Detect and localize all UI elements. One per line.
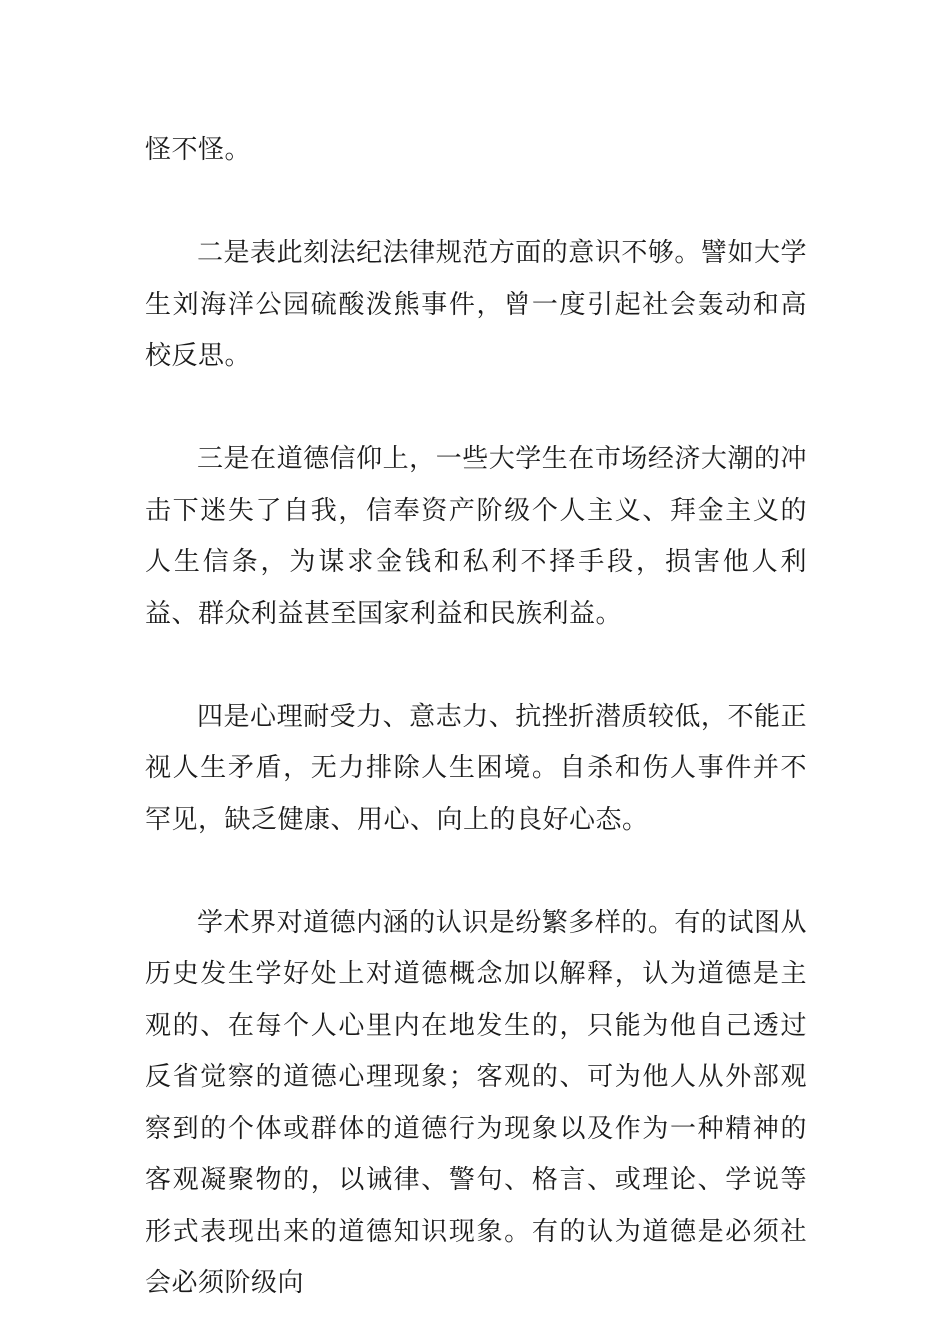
paragraph-continuation: 怪不怪。	[145, 135, 252, 165]
paragraph-psychological: 四是心理耐受力、意志力、抗挫折潜质较低，不能正视人生矛盾，无力排除人生困境。自杀和伤人事件并不罕见，缺乏健康、用心、向上的良好心态。	[145, 701, 807, 835]
paragraph-academic-views: 学术界对道德内涵的认识是纷繁多样的。有的试图从历史发生学好处上对道德概念加以解释，认为道德是主观的、在每个人心里内在地发生的，只能为他自己透过反省觉察的道德心理现象；客观的、可为他人从外部观察到的个体或群体的道德行为现象以及作为一种精神的客观凝聚物的，以诫律、警句、格言、或理论、学说等形式表现出来的道德知识现象。有的认为道德是必须社会必须阶级向	[145, 907, 807, 1298]
paragraph-gap	[145, 383, 807, 435]
paragraph-moral-belief: 三是在道德信仰上，一些大学生在市场经济大潮的冲击下迷失了自我，信奉资产阶级个人主义、拜金主义的人生信条，为谋求金钱和私利不择手段，损害他人利益、群众利益甚至国家利益和民族利益。	[145, 444, 807, 629]
paragraph-gap	[145, 177, 807, 229]
paragraph-gap	[145, 846, 807, 898]
paragraph-gap	[145, 640, 807, 692]
document-body	[145, 125, 807, 1310]
paragraph-legal-awareness: 二是表此刻法纪法律规范方面的意识不够。譬如大学生刘海洋公园硫酸泼熊事件，曾一度引起社会轰动和高校反思。	[145, 238, 807, 371]
